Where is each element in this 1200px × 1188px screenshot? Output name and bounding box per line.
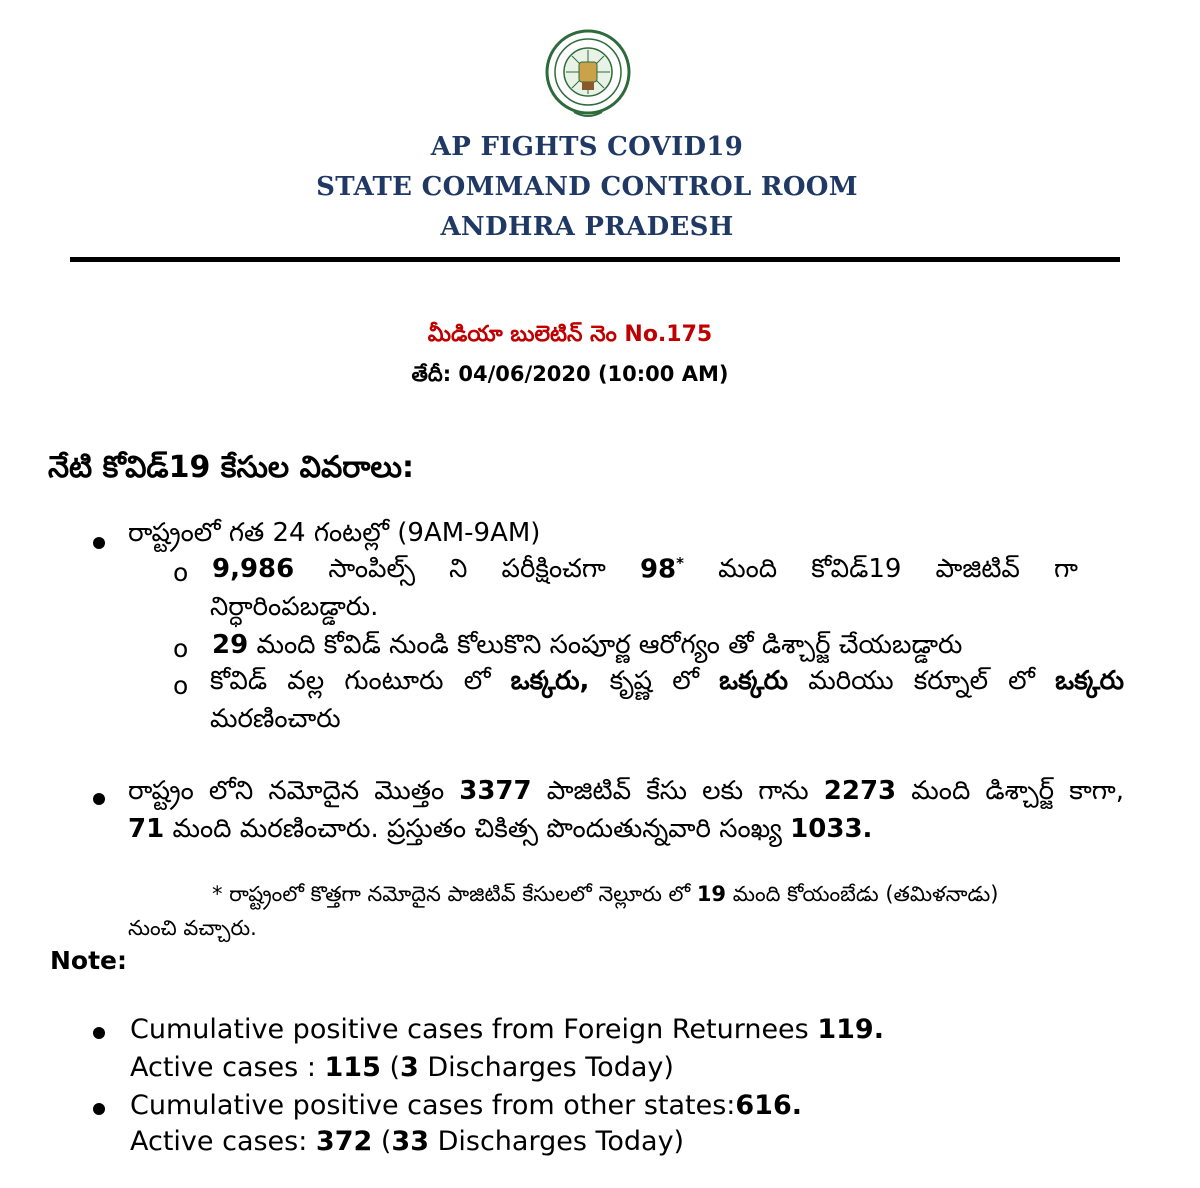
foreign-label: Cumulative positive cases from Foreign Returnees	[130, 1014, 818, 1045]
sub2-text: మంది కోవిడ్ నుండి కోలుకొని సంపూర్ణ ఆరోగ్యం తో డిశ్చార్జ్ చేయబడ్డారు	[256, 630, 963, 660]
foreign-discharges: 3	[400, 1052, 419, 1083]
paren-open: (	[380, 1052, 400, 1083]
header-divider	[70, 257, 1120, 262]
date-value: : 04/06/2020 (10:00 AM)	[442, 362, 729, 386]
footnote-text-b: మంది కోయంబేడు (తమిళనాడు)	[726, 882, 999, 906]
bullet2-line2	[128, 814, 872, 845]
b2-word-1: రాష్ట్రం	[128, 776, 194, 806]
asterisk-marker: *	[676, 554, 684, 572]
bulletin-number: మీడియా బులెటిన్ నెం No.175	[427, 322, 713, 347]
footnote-line-2: నుంచి వచ్చారు.	[128, 916, 257, 940]
note-item-2-line-2	[130, 1126, 684, 1158]
header-line-2: STATE COMMAND CONTROL ROOM	[316, 172, 858, 202]
b2-word-7: లకు	[702, 776, 744, 806]
header-line-1: AP FIGHTS COVID19	[430, 132, 744, 162]
sub1-word-1: సాంపిల్స్	[328, 554, 416, 584]
kurnool-deaths: ఒక్కరు	[1055, 666, 1124, 696]
paren-open: (	[372, 1126, 392, 1157]
sub3-line	[210, 666, 1124, 702]
bullet-marker	[93, 1027, 105, 1039]
bullet2-line1	[128, 776, 1124, 812]
footnote-text-a: * రాష్ట్రంలో కొత్తగా నమోదైన పాజిటివ్ కేసులలో నెల్లూరు లో	[212, 882, 697, 906]
sub-bullet-marker: o	[173, 558, 189, 587]
sub1-continuation: నిర్ధారింపబడ్డారు.	[210, 592, 379, 622]
sub1-word-3: పరీక్షించగా	[501, 554, 606, 584]
bullet-marker	[93, 793, 105, 805]
b2-word-11: కాగా,	[1069, 776, 1124, 806]
note-item-1-line-1	[130, 1014, 884, 1046]
sub2-line	[212, 630, 962, 661]
bullet-marker	[93, 1103, 105, 1115]
koyambedu-count: 19	[696, 882, 727, 906]
section-title: నేటి కోవిడ్19 కేసుల వివరాలు:	[48, 450, 415, 485]
state-emblem-icon	[544, 28, 632, 122]
bulletin-date	[0, 362, 1140, 392]
total-discharged: 2273	[823, 776, 897, 806]
date-label: తేదీ	[411, 362, 443, 386]
note-item-2-line-1	[130, 1090, 802, 1122]
other-active-count: 372	[315, 1126, 373, 1157]
sub3-word-8: కర్నూల్	[913, 666, 989, 696]
sub3-word-6: లో	[672, 666, 699, 696]
footnote-line-1	[212, 882, 998, 907]
sub3-word-9: లో	[1008, 666, 1035, 696]
positives-count: 98	[639, 554, 677, 585]
b2-word-10: డిశ్చార్జ్	[985, 776, 1055, 806]
other-active-label: Active cases:	[130, 1126, 316, 1157]
active-cases: 1033.	[790, 814, 873, 844]
sub1-line	[212, 554, 1078, 590]
b2-word-6: కేసు	[646, 776, 688, 806]
foreign-active-count: 115	[324, 1052, 381, 1083]
note-title: Note:	[50, 946, 128, 975]
other-discharges: 33	[391, 1126, 429, 1157]
sub-bullet-marker: o	[173, 671, 189, 700]
other-states-count: 616.	[735, 1090, 803, 1121]
sub-bullet-marker: o	[173, 634, 189, 663]
sub3-continuation: మరణించారు	[210, 704, 341, 734]
sub3-word-2: వల్ల	[287, 666, 325, 696]
sub3-word-1: కోవిడ్	[210, 666, 268, 696]
sub1-word-5: కోవిడ్19	[811, 554, 902, 584]
sub3-word-3: గుంటూరు	[344, 666, 444, 696]
new-positives	[640, 554, 684, 590]
discharged-count: 29	[212, 630, 249, 660]
discharges-label: Discharges Today)	[418, 1052, 674, 1083]
note-item-1-line-2	[130, 1052, 674, 1084]
sub3-word-5: కృష్ణ	[609, 666, 653, 696]
b2-word-8: గాను	[758, 776, 809, 806]
b2-word-9: మంది	[911, 776, 971, 806]
samples-tested: 9,986	[212, 554, 295, 584]
bullet-marker	[93, 537, 105, 549]
sub1-word-4: మంది	[718, 554, 778, 584]
foreign-count: 119.	[817, 1014, 884, 1045]
sub1-word-6: పాజిటివ్	[935, 554, 1020, 584]
b2-word-4: మొత్తం	[374, 776, 445, 806]
b2-word-2: లోని	[208, 776, 254, 806]
b2-word-5: పాజిటివ్	[546, 776, 632, 806]
sub3-word-7: మరియు	[808, 666, 894, 696]
total-positive: 3377	[459, 776, 532, 806]
guntur-deaths: ఒక్కరు,	[510, 666, 590, 696]
header-line-3: ANDHRA PRADESH	[440, 212, 734, 242]
foreign-active-label: Active cases :	[130, 1052, 325, 1083]
bullet1-intro: రాష్ట్రంలో గత 24 గంటల్లో (9AM-9AM)	[128, 518, 541, 548]
total-deaths: 71	[128, 814, 165, 844]
krishna-deaths: ఒక్కరు	[719, 666, 789, 696]
sub3-word-4: లో	[463, 666, 491, 696]
b2-word-3: నమోదైన	[268, 776, 360, 806]
other-states-label: Cumulative positive cases from other states:	[130, 1090, 736, 1121]
discharges-label: Discharges Today)	[429, 1126, 685, 1157]
b2-line2-text: మంది మరణించారు. ప్రస్తుతం చికిత్స పొందుతున్నవారి సంఖ్య	[164, 814, 791, 844]
sub1-word-7: గా	[1054, 554, 1078, 584]
sub1-word-2: ని	[449, 554, 468, 584]
